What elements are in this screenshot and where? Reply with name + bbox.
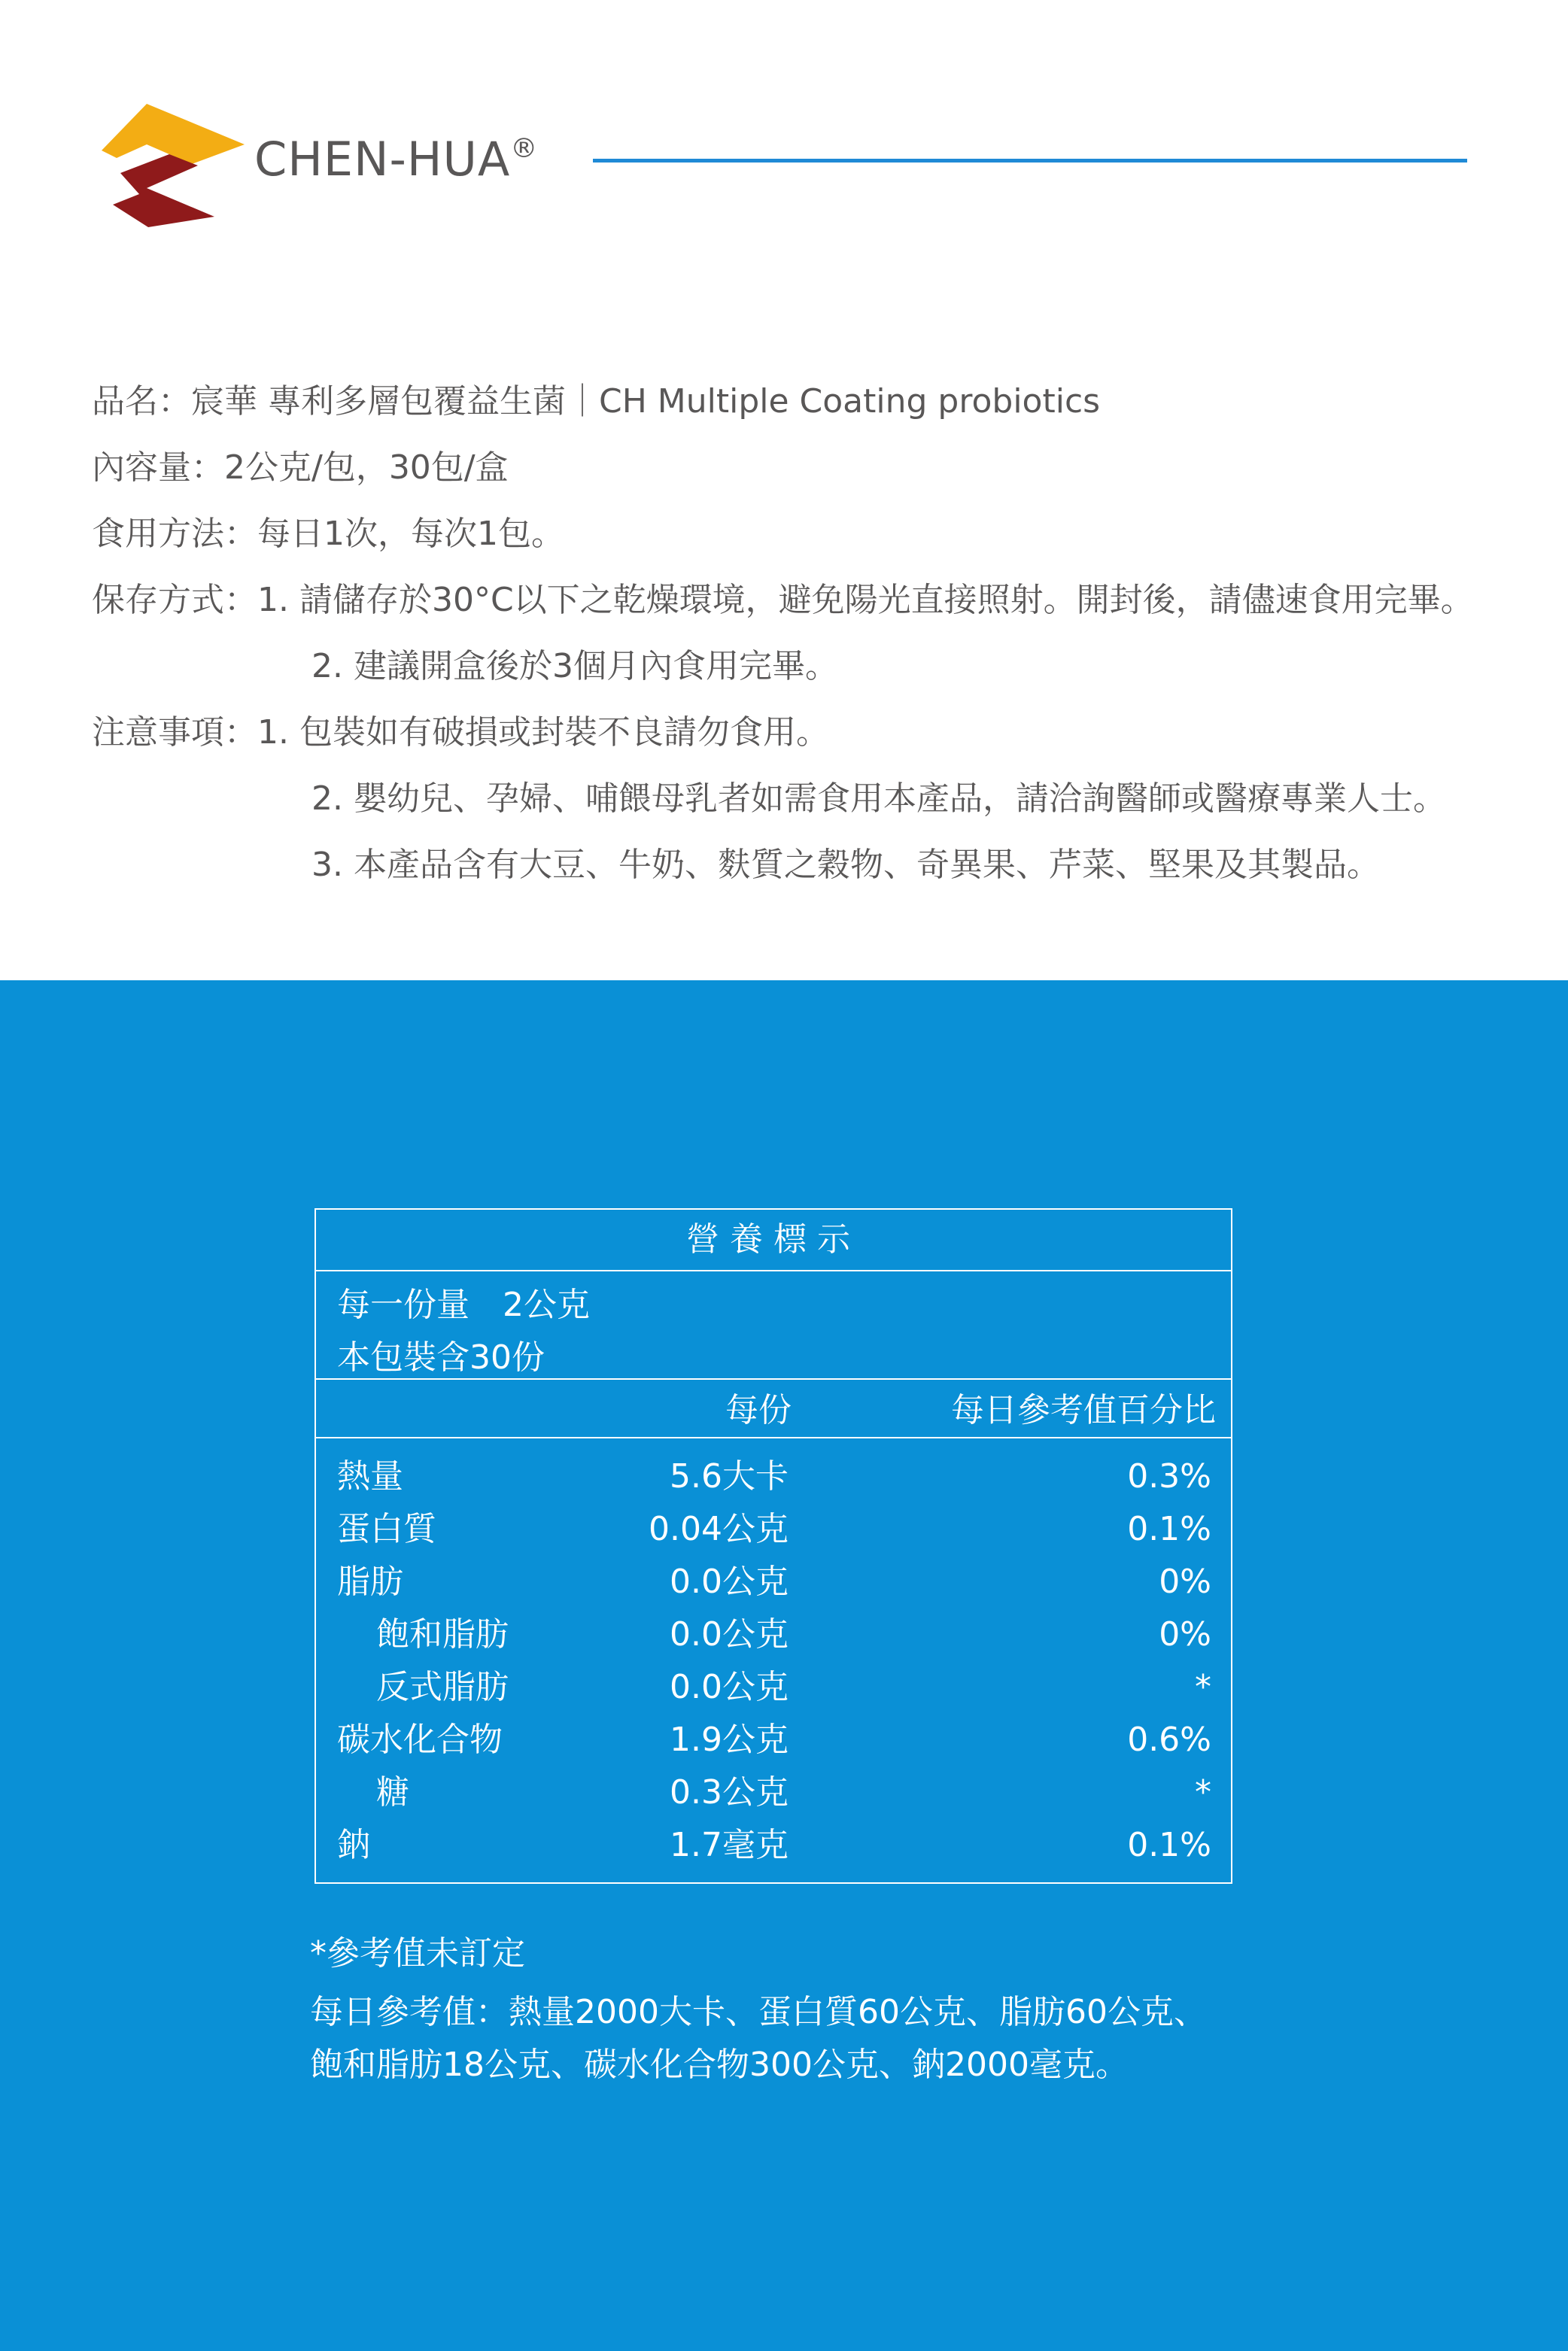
nutrient-row: 鈉 1.7毫克 0.1%: [337, 1826, 1211, 1864]
col-header-daily-value: 每日參考值百分比: [951, 1391, 1216, 1429]
nutrient-row: 糖 0.3公克 *: [376, 1773, 1211, 1812]
divider: [316, 1270, 1231, 1271]
daily-reference: 每日參考值：熱量2000大卡、蛋白質60公克、脂肪60公克、 飽和脂肪18公克、碳水化合物300公克、鈉2000毫克。: [310, 1993, 1207, 2084]
chen-hua-logo-icon: [94, 98, 245, 233]
nutrition-title: 營養標示: [686, 1220, 861, 1259]
product-name-row: 品名： 宸華 專利多層包覆益生菌｜CH Multiple Coating probiotics: [92, 382, 1101, 421]
divider: [316, 1378, 1231, 1380]
brand-name: CHEN-HUA®: [254, 132, 539, 187]
notice-item: 2. 嬰幼兒、孕婦、哺餵母乳者如需食用本產品，請洽詢醫師或醫療專業人士。: [311, 779, 1446, 818]
reference-note: *參考值未訂定: [310, 1934, 525, 1973]
product-info: [92, 369, 1474, 898]
notice-row: 注意事項： 1. 包裝如有破損或封裝不良請勿食用。: [92, 713, 829, 752]
serving-info: 每一份量 2公克 本包裝含30份: [337, 1286, 590, 1377]
storage-item: 2. 建議開盒後於3個月內食用完畢。: [311, 647, 838, 685]
nutrient-row: 脂肪 0.0公克 0%: [337, 1563, 1211, 1601]
storage-row: 保存方式： 1. 請儲存於30°C以下之乾燥環境，避免陽光直接照射。開封後，請儘速食用完畢。: [92, 581, 1474, 619]
nutrient-row: 熱量 5.6大卡 0.3%: [337, 1457, 1211, 1496]
divider: [316, 1437, 1231, 1438]
usage-row: 食用方法： 每日1次，每次1包。: [92, 515, 564, 553]
nutrient-row: 碳水化合物 1.9公克 0.6%: [337, 1721, 1211, 1759]
col-header-per-serving: 每份: [725, 1391, 792, 1429]
content-row: 內容量： 2公克/包，30包/盒: [92, 448, 509, 487]
nutrient-row: 反式脂肪 0.0公克 *: [376, 1668, 1211, 1706]
notice-item: 3. 本產品含有大豆、牛奶、麩質之穀物、奇異果、芹菜、堅果及其製品。: [311, 846, 1380, 884]
nutrient-row: 飽和脂肪 0.0公克 0%: [376, 1615, 1211, 1654]
nutrition-table: [315, 1208, 1232, 1884]
header-divider: [593, 159, 1467, 163]
nutrient-row: 蛋白質 0.04公克 0.1%: [337, 1510, 1211, 1548]
nutrient-rows: [316, 1450, 1231, 1872]
